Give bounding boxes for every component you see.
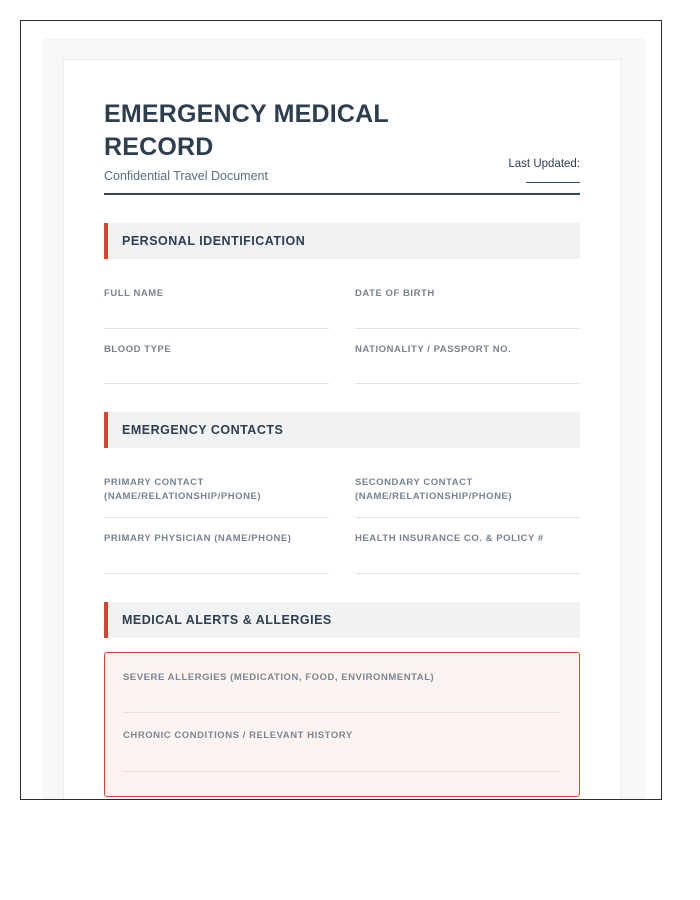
section-title: MEDICAL ALERTS & ALLERGIES [122, 612, 332, 627]
section-header-medical-alerts-allergies [104, 602, 580, 638]
field-write-line[interactable] [104, 328, 329, 329]
field-write-line[interactable] [355, 517, 580, 518]
section-emergency-contacts [104, 412, 580, 573]
field-label: PRIMARY CONTACT (NAME/RELATIONSHIP/PHONE) [104, 477, 262, 502]
section-personal-identification [104, 223, 580, 384]
field-primary-physician[interactable] [104, 532, 329, 573]
field-write-line[interactable] [123, 712, 561, 713]
page-title: EMERGENCY MEDICAL RECORD [104, 100, 389, 161]
document-card [63, 59, 621, 800]
section-medical-alerts-allergies [104, 602, 580, 797]
field-write-line[interactable] [355, 573, 580, 574]
field-label: BLOOD TYPE [104, 343, 172, 355]
last-updated-write-line[interactable] [526, 182, 580, 183]
field-label: SECONDARY CONTACT (NAME/RELATIONSHIP/PHONE) [355, 477, 513, 502]
field-grid-emergency-contacts [104, 448, 580, 573]
document-header [104, 98, 580, 195]
field-write-line[interactable] [104, 517, 329, 518]
title-block [104, 98, 434, 184]
field-severe-allergies[interactable] [123, 671, 561, 713]
field-blood-type[interactable] [104, 343, 329, 384]
browser-viewport-frame [20, 20, 662, 800]
field-label: NATIONALITY / PASSPORT NO. [355, 343, 512, 355]
section-header-emergency-contacts [104, 412, 580, 448]
field-label: DATE OF BIRTH [355, 288, 435, 300]
last-updated-field[interactable] [508, 158, 580, 183]
page-background [42, 38, 646, 800]
field-health-insurance[interactable] [355, 532, 580, 573]
section-header-personal-identification [104, 223, 580, 259]
field-label: FULL NAME [104, 288, 164, 300]
field-label: HEALTH INSURANCE CO. & POLICY # [355, 533, 544, 545]
field-write-line[interactable] [104, 573, 329, 574]
field-write-line[interactable] [104, 383, 329, 384]
field-chronic-conditions[interactable] [123, 729, 561, 771]
field-write-line[interactable] [123, 771, 561, 772]
field-write-line[interactable] [355, 383, 580, 384]
last-updated-label: Last Updated: [508, 158, 580, 171]
field-secondary-contact[interactable] [355, 476, 580, 518]
field-nationality-passport-no[interactable] [355, 343, 580, 384]
field-label: SEVERE ALLERGIES (MEDICATION, FOOD, ENVIRONMENTAL) [123, 671, 435, 683]
medical-alert-box [104, 652, 580, 797]
section-title: PERSONAL IDENTIFICATION [122, 234, 306, 249]
section-title: EMERGENCY CONTACTS [122, 423, 284, 438]
field-label: CHRONIC CONDITIONS / RELEVANT HISTORY [123, 730, 353, 742]
field-date-of-birth[interactable] [355, 287, 580, 328]
field-grid-personal-identification [104, 259, 580, 384]
page-subtitle: Confidential Travel Document [104, 169, 268, 183]
field-write-line[interactable] [355, 328, 580, 329]
field-primary-contact[interactable] [104, 476, 329, 518]
field-full-name[interactable] [104, 287, 329, 328]
field-label: PRIMARY PHYSICIAN (NAME/PHONE) [104, 533, 292, 545]
